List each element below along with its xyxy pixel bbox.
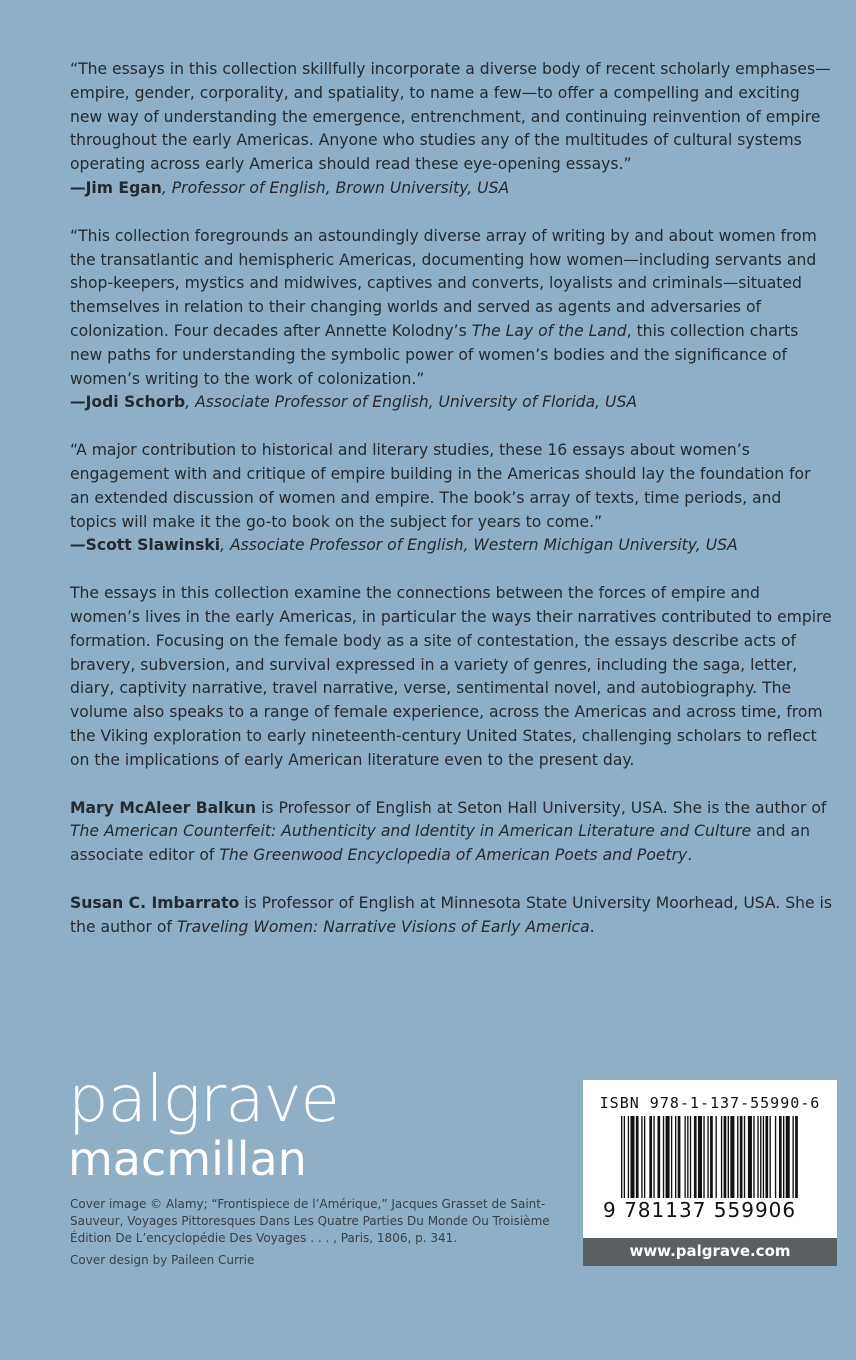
- barcode-bars: [621, 1116, 801, 1198]
- editor-book-title: Traveling Women: Narrative Visions of Early America: [176, 917, 590, 936]
- barcode-bar: [698, 1116, 702, 1198]
- barcode-bar: [753, 1116, 754, 1198]
- barcode-bar: [649, 1116, 652, 1198]
- barcode-bar: [644, 1116, 645, 1198]
- editor-book-title: The Greenwood Encyclopedia of American Poets and Poetry: [219, 846, 688, 865]
- editor-bio-1: [70, 797, 832, 868]
- quote-author-title: , Associate Professor of English, Western Michigan University, USA: [220, 536, 738, 555]
- cover-design-credit: Cover design by Paileen Currie: [70, 1253, 255, 1267]
- quote-author: —Jodi Schorb: [70, 393, 186, 412]
- barcode-bar: [671, 1116, 672, 1198]
- quote-1: [70, 58, 832, 201]
- barcode-bar: [770, 1116, 771, 1198]
- publisher-url[interactable]: www.palgrave.com: [583, 1238, 837, 1266]
- quote-author: —Jim Egan: [70, 178, 162, 197]
- quote-2: [70, 225, 832, 415]
- barcode-bar: [757, 1116, 758, 1198]
- barcode-bar: [703, 1116, 704, 1198]
- quote-attribution: [70, 177, 832, 201]
- isbn-barcode: [583, 1080, 837, 1238]
- quote-text-part: “This collection foregrounds an astoundingly diverse array of writing by and about women from the transatlantic and hemispheric Americas, documenting how women—including servants and shop-keepers, mystics and midwives, captives and converts, loyalists and criminals—situated themselves in relation to their changing worlds and served as agents and adversaries of colonization. Four decades after Annette Kolodny’s: [70, 226, 817, 340]
- barcode-bar: [728, 1116, 729, 1198]
- barcode-bar: [678, 1116, 681, 1198]
- barcode-bar: [687, 1116, 688, 1198]
- description-text: The essays in this collection examine the connections between the forces of empire and women’s lives in the early Americas, in particular the ways their narratives contributed to empire formation. Focusing on the female body as a site of contestation, the essays describe acts of bravery, subversion, and survival expressed in a variety of genres, including the saga, letter, diary, captivity narrative, travel narrative, verse, sentimental novel, and autobiography. The volume also speaks to a range of female experience, across the Americas and across time, from the Viking exploration to early nineteenth-century United States, challenging scholars to reflect on the implications of early American literature even to the present day.: [70, 584, 832, 769]
- barcode-bar: [765, 1116, 768, 1198]
- quote-attribution: [70, 391, 832, 415]
- quote-author-title: , Associate Professor of English, University of Florida, USA: [185, 393, 638, 412]
- barcode-bar: [694, 1116, 697, 1198]
- publisher-logo-line2: macmillan: [68, 1132, 307, 1186]
- editor-bio-text: [70, 892, 832, 940]
- barcode-bar: [657, 1116, 660, 1198]
- editor-bio-part: and an associate editor of: [70, 822, 810, 865]
- barcode-bar: [786, 1116, 790, 1198]
- barcode-bar: [716, 1116, 717, 1198]
- barcode-bar: [721, 1116, 722, 1198]
- barcode-bar: [675, 1116, 676, 1198]
- editor-bio-part: is Professor of English at Minnesota State University Moorhead, USA. She is the author of: [70, 893, 833, 936]
- editor-name: Mary McAleer Balkun: [70, 798, 257, 817]
- barcode-bar: [641, 1116, 642, 1198]
- barcode-bar: [783, 1116, 784, 1198]
- barcode-bar: [707, 1116, 708, 1198]
- barcode-bar: [628, 1116, 629, 1198]
- barcode-bar: [760, 1116, 761, 1198]
- editor-bio-part: .: [687, 846, 693, 865]
- barcode-bar: [624, 1116, 625, 1198]
- quote-author: —Scott Slawinski: [70, 536, 221, 555]
- barcode-bar: [779, 1116, 782, 1198]
- quote-text: “The essays in this collection skillfully incorporate a diverse body of recent scholarly emphases—empire, gender, corporality, and spatiality, to name a few—to offer a compelling and exciting new way of understanding the emergence, entrenchment, and continuing reinvention of empire throughout the early Americas. Anyone who studies any of the multitudes of cultural systems operating across early America should read these eye-opening essays.”: [70, 60, 831, 174]
- quote-text-part: , this collection charts new paths for understanding the symbolic power of women’s bodies and the significance of women’s writing to the work of colonization.”: [70, 321, 799, 388]
- cover-image-credit-text: Cover image © Alamy; “Frontispiece de l’Amérique,” Jacques Grasset de Saint-Sauveur, Voyages Pittoresques Dans Les Quatre Parties Du Monde Ou Troisième Édition De L’encyclopédie Des Voyages . . . , Paris, 1806, p. 341.: [70, 1197, 550, 1245]
- editor-bio-text: [70, 797, 832, 868]
- isbn-digits: 9 781137 559906: [603, 1198, 797, 1222]
- quote-text: [70, 225, 832, 392]
- barcode-bar: [663, 1116, 664, 1198]
- barcode-bar: [636, 1116, 639, 1198]
- publisher-logo-line1: palgrave: [68, 1063, 339, 1137]
- quote-attribution: [70, 534, 832, 558]
- barcode-bar: [748, 1116, 752, 1198]
- barcode-bar: [666, 1116, 670, 1198]
- barcode-bar: [653, 1116, 654, 1198]
- barcode-bar: [710, 1116, 713, 1198]
- editor-book-title: The American Counterfeit: Authenticity and Identity in American Literature and Culture: [70, 822, 752, 841]
- editor-name: Susan C. Imbarrato: [70, 893, 240, 912]
- back-cover-text: [70, 58, 832, 964]
- quote-text: “A major contribution to historical and literary studies, these 16 essays about women’s engagement with and critique of empire building in the Americas should lay the foundation for an extended discussion of women and empire. The book’s array of texts, time periods, and topics will make it the go-to book on the subject for years to come.”: [70, 441, 811, 531]
- barcode-bar: [792, 1116, 793, 1198]
- barcode-bar: [795, 1116, 798, 1198]
- publisher-logo: [68, 1063, 339, 1186]
- editor-bio-part: is Professor of English at Seton Hall University, USA. She is the author of: [256, 798, 827, 817]
- editor-bio-part: .: [589, 917, 595, 936]
- barcode-bar: [690, 1116, 691, 1198]
- barcode-bar: [730, 1116, 734, 1198]
- quote-book-title: The Lay of the Land: [471, 321, 627, 340]
- quote-author-title: , Professor of English, Brown University, USA: [161, 178, 510, 197]
- editor-bio-2: [70, 892, 832, 940]
- barcode-bar: [744, 1116, 745, 1198]
- barcode-bar: [737, 1116, 738, 1198]
- barcode-bar: [621, 1116, 622, 1198]
- quote-3: [70, 439, 832, 558]
- book-description: [70, 582, 832, 772]
- cover-image-credit: [70, 1196, 560, 1247]
- barcode-bar: [630, 1116, 634, 1198]
- barcode-bar: [684, 1116, 685, 1198]
- barcode-bar: [763, 1116, 764, 1198]
- isbn-label: ISBN 978-1-137-55990-6: [599, 1094, 821, 1112]
- barcode-bar: [724, 1116, 727, 1198]
- barcode-bar: [740, 1116, 743, 1198]
- barcode-bar: [775, 1116, 776, 1198]
